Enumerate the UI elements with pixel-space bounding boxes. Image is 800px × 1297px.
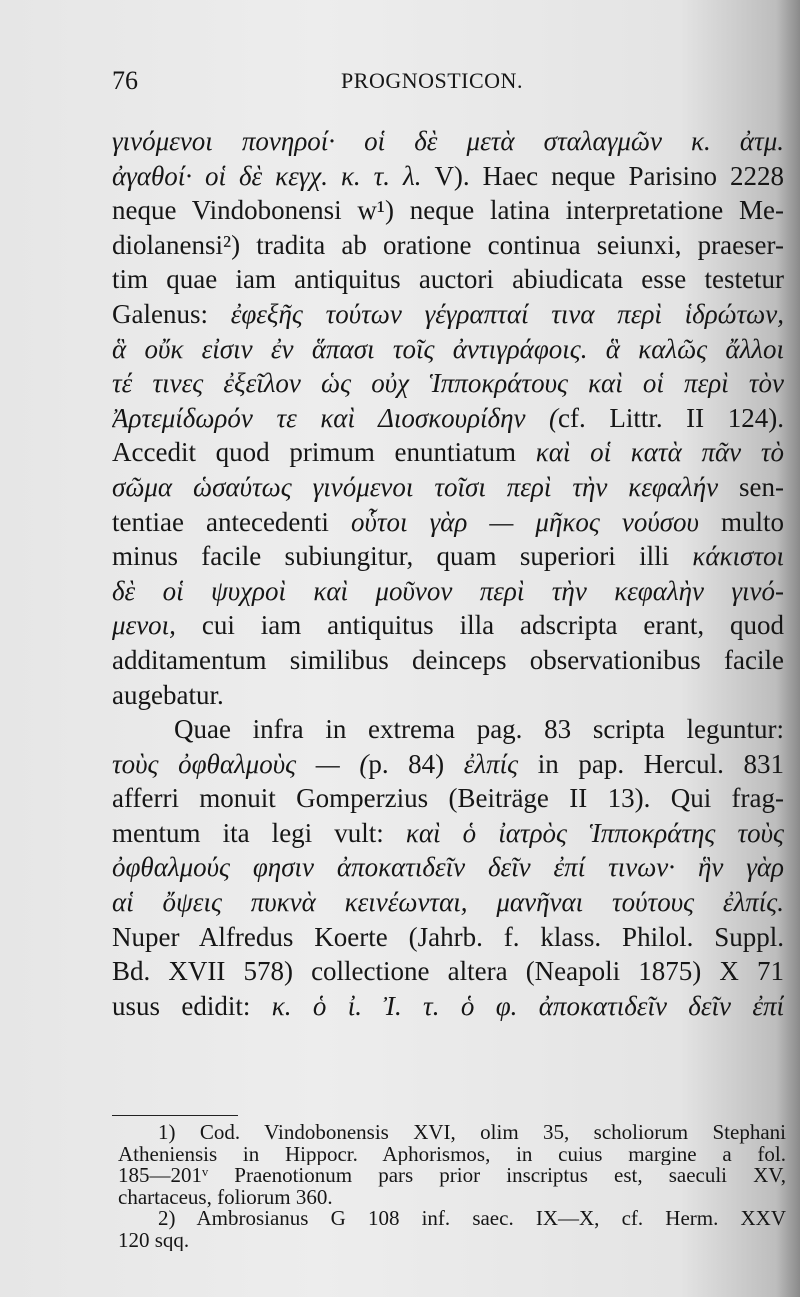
body-line: δὲ οἱ ψυχροὶ καὶ μοῦνον περὶ τὴν κεφαλὴν γινό-	[112, 575, 784, 606]
footnote-line: 1) Cod. Vindobonensis XVI, olim 35, scholiorum Stephani	[158, 1122, 786, 1144]
body-line: usus edidit: κ. ὁ ἰ. Ἰ. τ. ὁ φ. ἀποκατιδεῖν δεῖν ἐπί	[112, 990, 784, 1021]
footnote-line: 120 sqq.	[118, 1229, 190, 1251]
body-line: Bd. XVII 578) collectione altera (Neapoli 1875) X 71	[112, 956, 784, 987]
body-text	[112, 124, 784, 1023]
body-line: αἱ ὄψεις πυκνὰ κεινέωνται, μανῆναι τούτους ἐλπίς.	[112, 887, 784, 918]
page-header	[112, 66, 752, 100]
footnote-line: 185—201ᵛ Praenotionum pars prior inscriptus est, saeculi XV,	[118, 1165, 786, 1187]
body-line: mentum ita legi vult: καὶ ὁ ἰατρὸς Ἱπποκράτης τοὺς	[112, 817, 784, 848]
body-line: tentiae antecedenti οὗτοι γὰρ — μῆκος νούσου multo	[112, 506, 784, 537]
footnote-line: 2) Ambrosianus G 108 inf. saec. IX—X, cf. Herm. XXV	[158, 1208, 786, 1230]
body-line: diolanensi²) tradita ab oratione continua seiunxi, praeser-	[112, 229, 784, 260]
body-line: σῶμα ὡσαύτως γινόμενοι τοῖσι περὶ τὴν κεφαλήν sen-	[112, 471, 784, 502]
body-line: τοὺς ὀφθαλμοὺς — (p. 84) ἐλπίς in pap. Hercul. 831	[112, 748, 784, 779]
body-line: ὀφθαλμούς φησιν ἀποκατιδεῖν δεῖν ἐπί τινων· ἣν γὰρ	[112, 852, 784, 883]
footnote-rule	[112, 1115, 238, 1116]
footnote-line: chartaceus, foliorum 360.	[118, 1186, 333, 1208]
paragraph-end-line: augebatur.	[112, 679, 224, 710]
body-line: additamentum similibus deinceps observationibus facile	[112, 644, 784, 675]
body-line: τέ τινες ἐξεῖλον ὡς οὐχ Ἱπποκράτους καὶ οἱ περὶ τὸν	[112, 368, 784, 399]
body-line: γινόμενοι πονηροί· οἱ δὲ μετὰ σταλαγμῶν κ. ἀτμ.	[112, 126, 784, 156]
body-line: afferri monuit Gomperzius (Beiträge II 13). Qui frag-	[112, 783, 784, 814]
body-line: minus facile subiungitur, quam superiori illi κάκιστοι	[112, 541, 784, 572]
footnote-line: Atheniensis in Hippocr. Aphorismos, in cuius margine a fol.	[118, 1143, 786, 1165]
body-line: Accedit quod primum enuntiatum καὶ οἱ κατὰ πᾶν τὸ	[112, 437, 784, 468]
body-line: Ἀρτεμίδωρόν τε καὶ Διοσκουρίδην (cf. Littr. II 124).	[112, 402, 784, 433]
paragraph-start-line: Quae infra in extrema pag. 83 scripta leguntur:	[174, 714, 784, 745]
body-line: μενοι, cui iam antiquitus illa adscripta erant, quod	[112, 610, 784, 641]
body-line: Nuper Alfredus Koerte (Jahrb. f. klass. Philol. Suppl.	[112, 921, 784, 952]
footnotes	[118, 1122, 786, 1251]
body-line: neque Vindobonensi w¹) neque latina interpretatione Me-	[112, 195, 784, 226]
body-line: Galenus: ἐφεξῆς τούτων γέγραπταί τινα περὶ ἱδρώτων,	[112, 298, 784, 329]
page-number: 76	[112, 66, 138, 95]
running-title: PROGNOSTICON.	[341, 68, 523, 93]
body-line: ἃ οὔκ εἰσιν ἐν ἅπασι τοῖς ἀντιγράφοις. ἃ καλῶς ἄλλοι	[112, 333, 784, 364]
body-line: ἀγαθοί· οἱ δὲ κεγχ. κ. τ. λ. V). Haec neque Parisino 2228	[112, 160, 784, 191]
body-line: tim quae iam antiquitus auctori abiudicata esse testetur	[112, 264, 784, 295]
